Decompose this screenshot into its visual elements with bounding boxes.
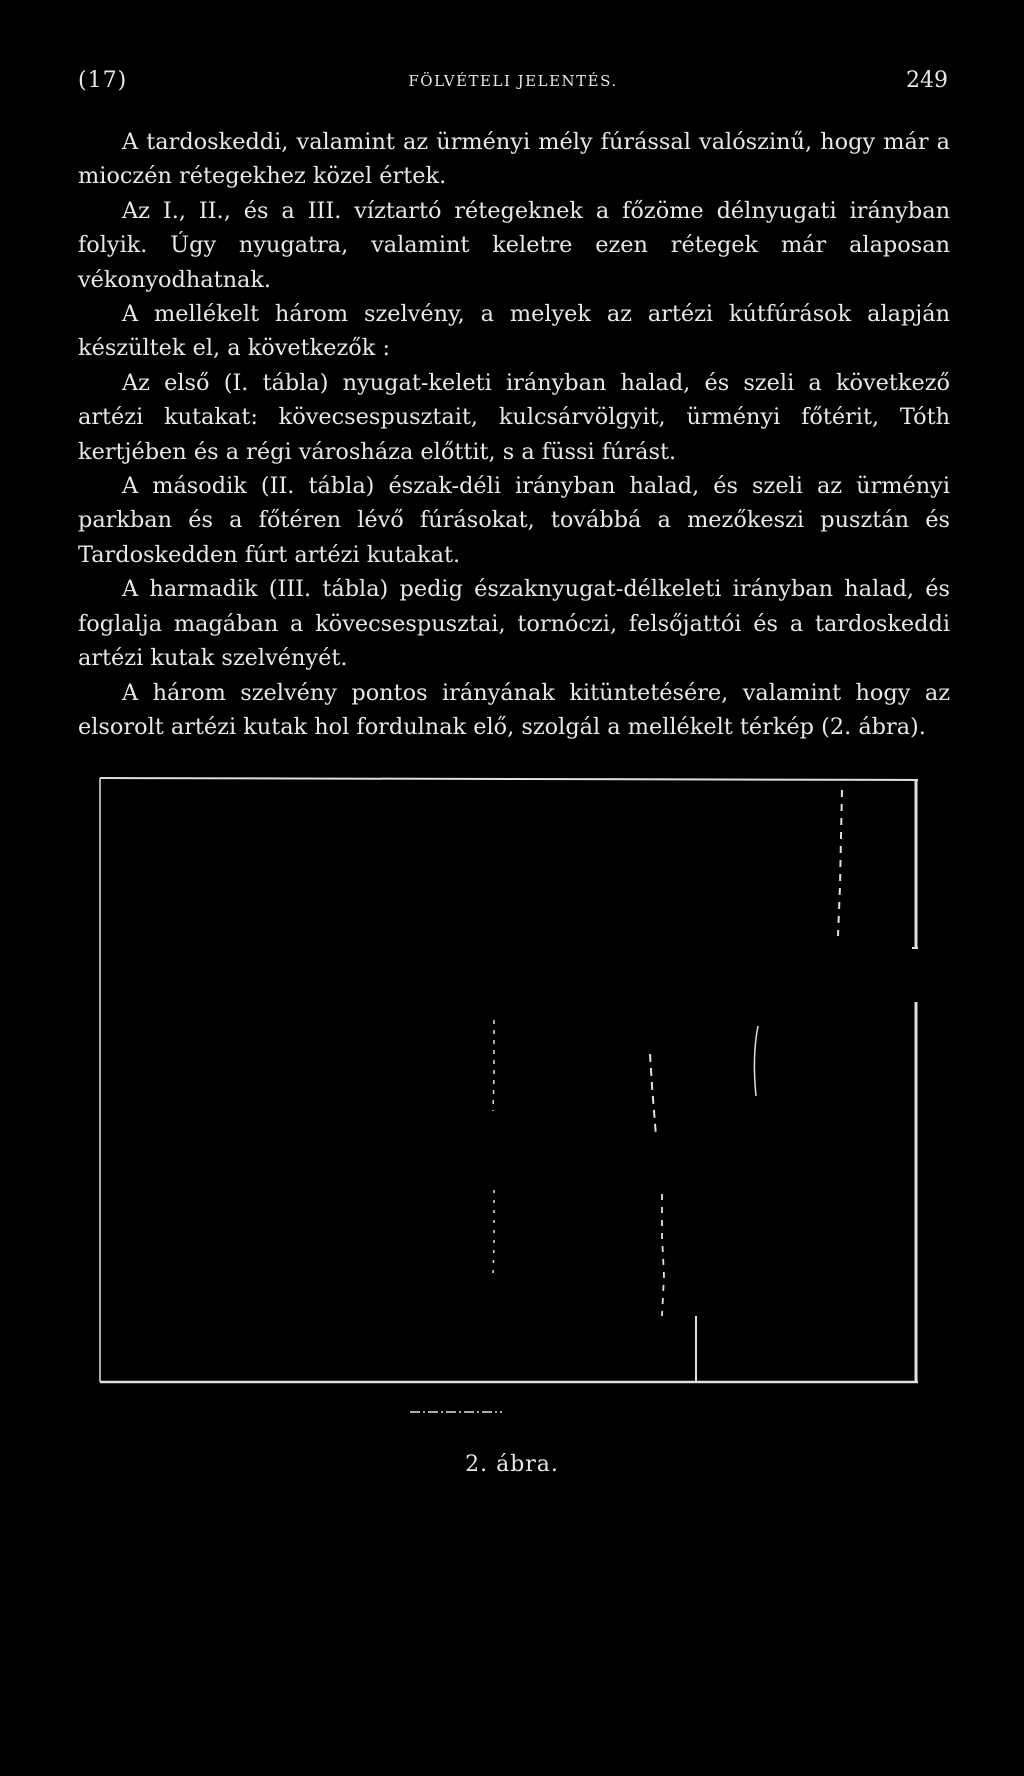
- figure-caption: 2. ábra.: [465, 1452, 559, 1477]
- paragraph-5: A második (II. tábla) észak-déli irányban halad, és szeli az ürményi parkban és a főtéren lévő fúrásokat, továbbá a mezőkeszi pusztán és Tardoskedden fúrt artézi kutakat.: [78, 473, 950, 568]
- map-dashed-line-west: [493, 1020, 494, 1111]
- map-dashed-line-south: [662, 1194, 664, 1316]
- paragraph-7: A három szelvény pontos irányának kitüntetésére, valamint hogy az elsorolt artézi kutak hol fordulnak elő, szolgál a mellékelt térkép (2. ábra).: [78, 679, 950, 740]
- running-header: [78, 68, 948, 98]
- map-drawing: [96, 776, 922, 1436]
- map-frame-top: [100, 778, 918, 780]
- paragraph-1: A tardoskeddi, valamint az ürményi mély fúrással valószinű, hogy már a mioczén rétegekhez közel értek.: [78, 129, 950, 190]
- paragraph-3: A mellékelt három szelvény, a melyek az artézi kútfúrások alapján készültek el, a következők :: [78, 301, 950, 362]
- page-number: 249: [906, 68, 948, 93]
- map-curve-east: [754, 1026, 758, 1096]
- map-figure: [96, 776, 922, 1776]
- map-dashed-line-southwest: [493, 1190, 494, 1276]
- page-section-number: (17): [78, 68, 128, 93]
- map-dashed-line-center: [650, 1054, 656, 1136]
- map-dashed-line-northeast: [838, 790, 842, 936]
- paragraph-6: A harmadik (III. tábla) pedig északnyugat-délkeleti irányban halad, és foglalja magában a kövecsespusztai, tornóczi, felsőjattói és a tardoskeddi artézi kutak szelvényét.: [78, 576, 950, 672]
- body-text: [78, 125, 950, 744]
- running-title: FÖLVÉTELI JELENTÉS.: [408, 72, 618, 90]
- paragraph-2: Az I., II., és a III. víztartó rétegeknek a főzöme délnyugati irányban folyik. Úgy nyugatra, valamint keletre ezen rétegek már alaposan vékonyodhatnak.: [78, 197, 950, 293]
- paragraph-4: Az első (I. tábla) nyugat-keleti irányban halad, és szeli a következő artézi kutakat: kövecsespusztait, kulcsárvölgyit, ürményi főtérit, Tóth kertjében és a régi városháza előttit, s a füssi fúrást.: [78, 369, 950, 465]
